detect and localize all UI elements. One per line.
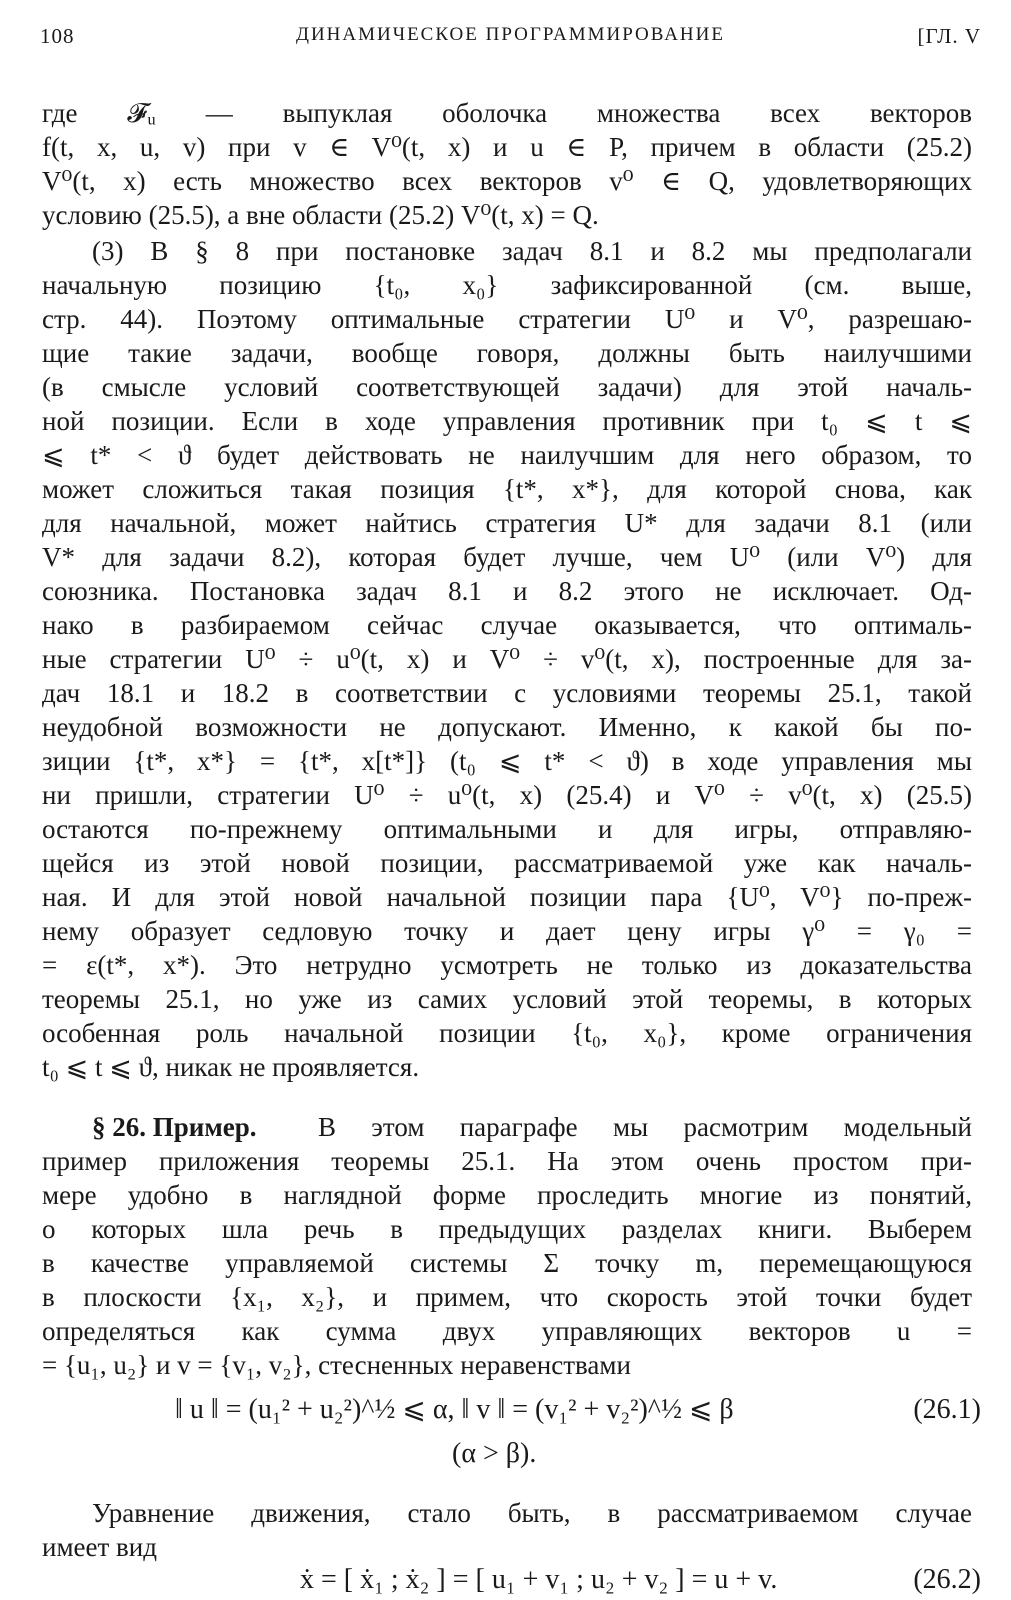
- text-line: щейся из этой новой позиции, рассматриваемой уже как началь-: [42, 848, 972, 878]
- text-line: = ε(t*, x*). Это нетрудно усмотреть не только из доказательства: [42, 950, 972, 980]
- text-line: ни пришли, стратегии U⁰ ÷ u⁰(t, x) (25.4) и V⁰ ÷ v⁰(t, x) (25.5): [42, 780, 972, 810]
- text-line: в качестве управляемой системы Σ точку m, перемещающуюся: [42, 1248, 972, 1278]
- text-line: (в смысле условий соответствующей задачи) для этой началь-: [42, 372, 972, 402]
- text-line: союзника. Постановка задач 8.1 и 8.2 этого не исключает. Од-: [42, 576, 972, 606]
- text-line: ные стратегии U⁰ ÷ u⁰(t, x) и V⁰ ÷ v⁰(t, x), построенные для за-: [42, 644, 972, 674]
- text-line: (3) В § 8 при постановке задач 8.1 и 8.2 мы предполагали: [92, 236, 972, 266]
- equation-26-2: ẋ = [ ẋ₁ ; ẋ₂ ] = [ u₁ + v₁ ; u₂ + v₂ ] = u + v.: [300, 1564, 778, 1595]
- text-line: пример приложения теоремы 25.1. На этом очень простом при-: [42, 1146, 972, 1176]
- text-line: условию (25.5), а вне области (25.2) V⁰(t, x) = Q.: [42, 200, 599, 230]
- text-line: где 𝓕ᵤ — выпуклая оболочка множества всех векторов: [42, 98, 972, 128]
- text-line: о которых шла речь в предыдущих разделах книги. Выберем: [42, 1214, 972, 1244]
- equation-number-26-1: (26.1): [913, 1394, 981, 1425]
- text-line: ной позиции. Если в ходе управления противник при t₀ ⩽ t ⩽: [42, 406, 972, 436]
- text-line: стр. 44). Поэтому оптимальные стратегии U⁰ и V⁰, разрешаю-: [42, 304, 972, 334]
- text-line: Уравнение движения, стало быть, в рассматриваемом случае: [92, 1498, 972, 1528]
- text-line: В этом параграфе мы расмотрим модельный: [318, 1112, 972, 1142]
- equation-condition: (α > β).: [452, 1438, 537, 1469]
- text-line: особенная роль начальной позиции {t₀, x₀}, кроме ограничения: [42, 1018, 972, 1048]
- text-line: имеет вид: [42, 1532, 157, 1562]
- text-line: начальную позицию {t₀, x₀} зафиксированной (см. выше,: [42, 270, 972, 300]
- section-heading: § 26. Пример.: [92, 1112, 257, 1142]
- text-line: t₀ ⩽ t ⩽ ϑ, никак не проявляется.: [42, 1052, 420, 1082]
- text-line: V⁰(t, x) есть множество всех векторов v⁰ ∈ Q, удовлетворяющих: [42, 166, 972, 196]
- text-line: V* для задачи 8.2), которая будет лучше, чем U⁰ (или V⁰) для: [42, 542, 972, 572]
- text-line: для начальной, может найтись стратегия U* для задачи 8.1 (или: [42, 508, 972, 538]
- text-line: может сложиться такая позиция {t*, x*}, для которой снова, как: [42, 474, 972, 504]
- text-line: теоремы 25.1, но уже из самих условий этой теоремы, в которых: [42, 984, 972, 1014]
- text-line: остаются по-прежнему оптимальными и для игры, отправляю-: [42, 814, 972, 844]
- text-line: ⩽ t* < ϑ будет действовать не наилучшим для него образом, то: [42, 440, 972, 470]
- text-line: неудобной возможности не допускают. Именно, к какой бы по-: [42, 712, 972, 742]
- chapter-marker: [ГЛ. V: [917, 24, 981, 48]
- text-line: дач 18.1 и 18.2 в соответствии с условиями теоремы 25.1, такой: [42, 678, 972, 708]
- text-line: нему образует седловую точку и дает цену игры γ⁰ = γ₀ =: [42, 916, 972, 946]
- running-title: ДИНАМИЧЕСКОЕ ПРОГРАММИРОВАНИЕ: [295, 24, 725, 45]
- text-line: ная. И для этой новой начальной позиции пара {U⁰, V⁰} по-преж-: [42, 882, 972, 912]
- text-line: = {u₁, u₂} и v = {v₁, v₂}, стесненных неравенствами: [42, 1350, 631, 1380]
- text-line: зиции {t*, x*} = {t*, x[t*]} (t₀ ⩽ t* < ϑ) в ходе управления мы: [42, 746, 972, 776]
- equation-26-1: ‖ u ‖ = (u₁² + u₂²)^½ ⩽ α, ‖ v ‖ = (v₁² + v₂²)^½ ⩽ β: [175, 1394, 734, 1425]
- text-line: щие такие задачи, вообще говоря, должны быть наилучшими: [42, 338, 972, 368]
- text-line: нако в разбираемом сейчас случае оказывается, что оптималь-: [42, 610, 972, 640]
- text-line: мере удобно в наглядной форме проследить многие из понятий,: [42, 1180, 972, 1210]
- page-number: 108: [40, 24, 75, 48]
- running-header: [40, 24, 981, 58]
- text-line: в плоскости {x₁, x₂}, и примем, что скорость этой точки будет: [42, 1282, 972, 1312]
- text-line: определяться как сумма двух управляющих векторов u =: [42, 1316, 972, 1346]
- text-line: f(t, x, u, v) при v ∈ V⁰(t, x) и u ∈ P, причем в области (25.2): [42, 132, 972, 162]
- equation-number-26-2: (26.2): [913, 1564, 981, 1595]
